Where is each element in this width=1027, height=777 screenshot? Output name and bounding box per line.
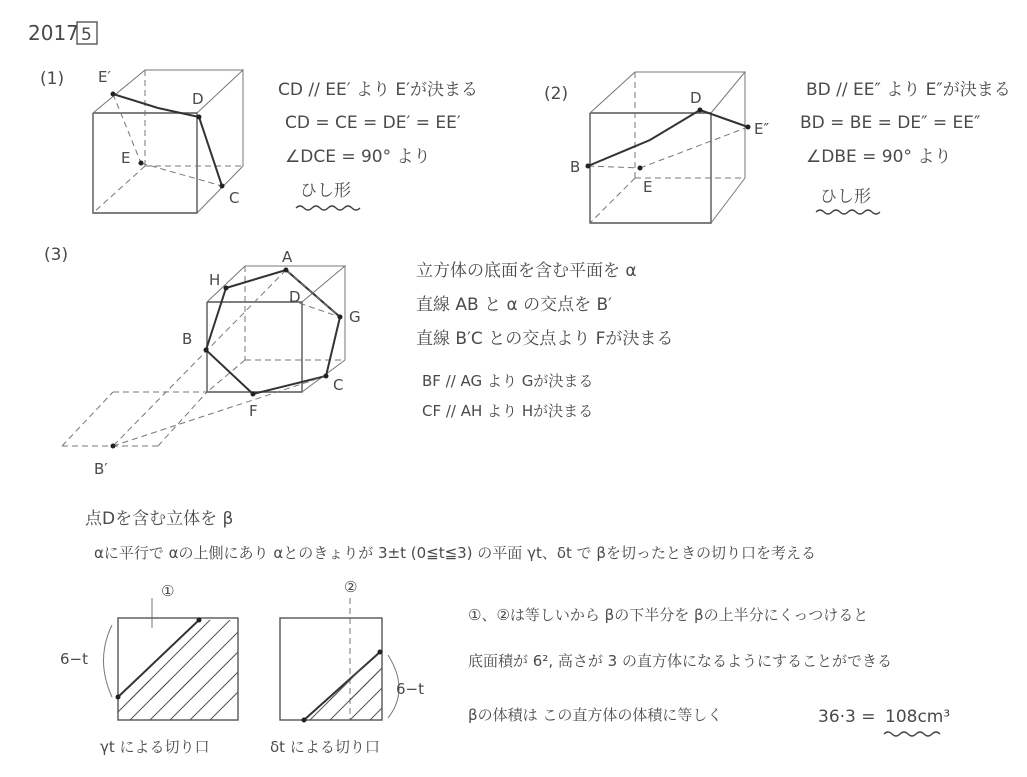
problem-number: 5 bbox=[81, 25, 92, 45]
part2-note-2: BD = BE = DE″ = EE″ bbox=[800, 113, 981, 133]
part1-cube bbox=[93, 70, 243, 213]
part3-point-b: B bbox=[182, 330, 193, 348]
part4-figure-2 bbox=[280, 598, 420, 730]
part3-point-c: C bbox=[333, 376, 344, 394]
part3-note-2: 直線 AB と α の交点を B′ bbox=[416, 295, 613, 315]
part4-fig2-side-label: 6−t bbox=[396, 680, 424, 698]
part1-conclusion: ひし形 bbox=[300, 181, 351, 201]
part3-point-f: F bbox=[249, 402, 258, 420]
part2-point-e: E bbox=[643, 178, 653, 196]
part3-label: (3) bbox=[44, 245, 69, 265]
part3-note-3: 直線 B′C との交点より Fが決まる bbox=[416, 329, 674, 349]
part1-note-3: ∠DCE = 90° より bbox=[285, 147, 431, 167]
part2-point-b: B bbox=[570, 158, 581, 176]
part4-note-1: ①、②は等しいから βの下半分を βの上半分にくっつけると bbox=[468, 606, 869, 624]
part4-heading: 点Dを含む立体を β bbox=[85, 509, 234, 529]
part3-point-a: A bbox=[282, 248, 293, 266]
part2-note-3: ∠DBE = 90° より bbox=[806, 147, 952, 167]
part1-point-c: C bbox=[229, 189, 240, 207]
part4-fig2-caption: δt による切り口 bbox=[270, 738, 380, 756]
part3-note-1: 立方体の底面を含む平面を α bbox=[416, 261, 637, 281]
part2-cube bbox=[586, 72, 751, 223]
part3-point-b-prime: B′ bbox=[94, 460, 108, 478]
part2-conclusion-underline bbox=[816, 210, 880, 214]
part3-note-4: BF // AG より Gが決まる bbox=[422, 372, 594, 390]
part4-line: αに平行で αの上側にあり αとのきょりが 3±t (0≦t≦3) の平面 γt、δt で βを切ったときの切り口を考える bbox=[94, 544, 817, 562]
part1-conclusion-underline bbox=[296, 206, 360, 210]
part4-fig1-marker: ① bbox=[161, 582, 175, 600]
part3-cube bbox=[62, 266, 345, 449]
part2-note-1: BD // EE″ より E″が決まる bbox=[806, 80, 1011, 100]
part1-label: (1) bbox=[40, 69, 65, 89]
part3-point-h: H bbox=[209, 271, 221, 289]
part3-point-d: D bbox=[289, 288, 301, 306]
part4-note-2: 底面積が 6², 高さが 3 の直方体になるようにすることができる bbox=[468, 652, 892, 670]
part4-calc: 36·3 = bbox=[818, 707, 876, 727]
part4-answer-underline bbox=[884, 732, 940, 736]
part1-point-e: E bbox=[121, 149, 131, 167]
part4-fig2-marker: ② bbox=[344, 578, 358, 596]
part4-note-3: βの体積は この直方体の体積に等しく bbox=[468, 706, 723, 724]
part1-note-2: CD = CE = DE′ = EE′ bbox=[285, 113, 461, 133]
part4-fig1-caption: γt による切り口 bbox=[100, 738, 210, 756]
part4-fig1-side-label: 6−t bbox=[60, 650, 88, 668]
part4-answer: 108cm³ bbox=[885, 707, 951, 727]
part2-point-d: D bbox=[690, 89, 702, 107]
part2-conclusion: ひし形 bbox=[820, 187, 871, 207]
part4-figure-1 bbox=[104, 598, 261, 720]
part3-point-g: G bbox=[349, 308, 361, 326]
part3-note-5: CF // AH より Hが決まる bbox=[422, 402, 594, 420]
part1-point-d: D bbox=[192, 90, 204, 108]
part1-note-1: CD // EE′ より E′が決まる bbox=[278, 80, 478, 100]
year-label: 2017 bbox=[28, 21, 79, 45]
part1-point-e-prime: E′ bbox=[98, 68, 111, 86]
part2-label: (2) bbox=[544, 84, 569, 104]
part2-point-e-dprime: E″ bbox=[754, 120, 770, 138]
